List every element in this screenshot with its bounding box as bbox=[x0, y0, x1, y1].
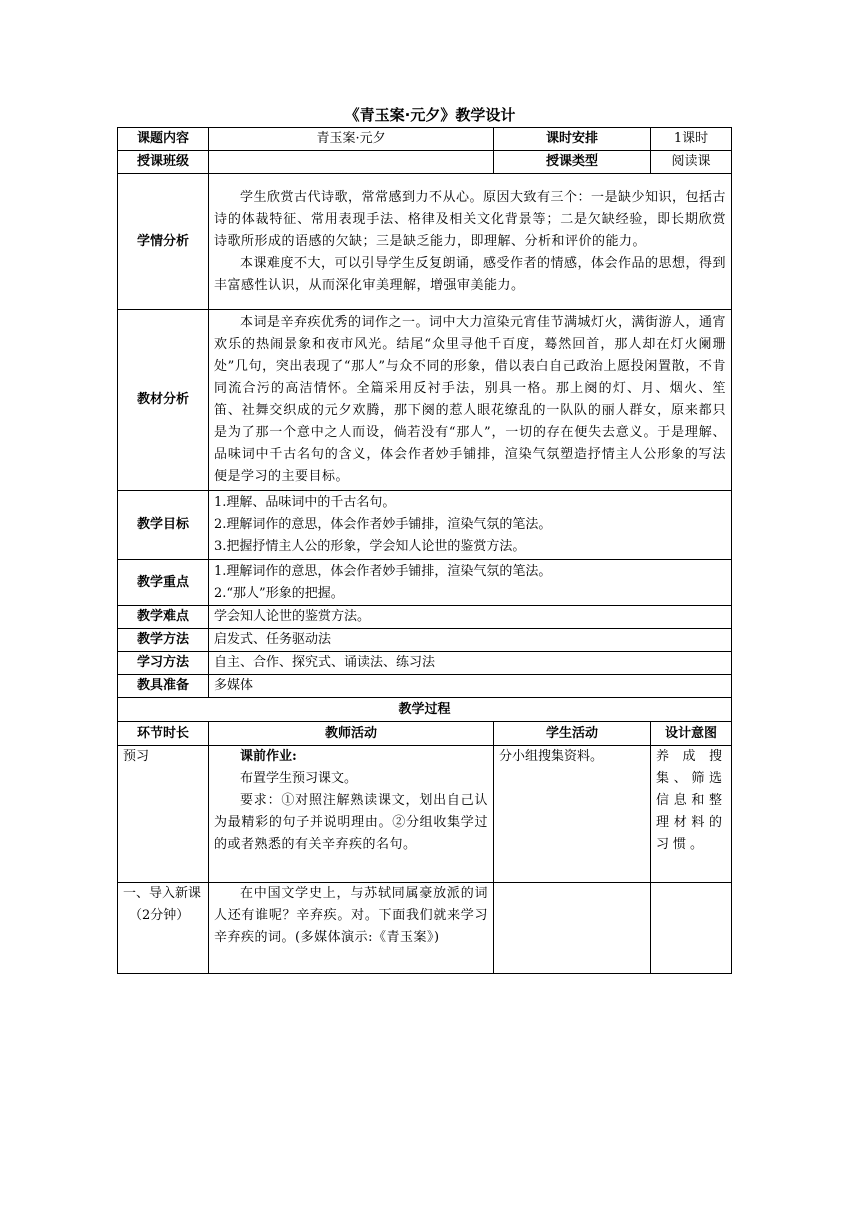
key-point-item: 2.“那人”形象的把握。 bbox=[214, 585, 344, 601]
topic-label: 课题内容 bbox=[118, 128, 209, 151]
intro-stage-duration: （2分钟） bbox=[129, 908, 190, 923]
intro-stage-title: 一、导入新课 bbox=[123, 886, 202, 901]
preview-teacher-activity bbox=[209, 746, 494, 883]
hours-value: 1课时 bbox=[651, 128, 732, 151]
student-analysis-content bbox=[209, 174, 732, 310]
intro-teacher-text: 在中国文学史上，与苏轼同属豪放派的词人还有谁呢？辛弃疾。对。下面我们就来学习辛弃疾的词。(多媒体演示:《青玉案》) bbox=[214, 886, 489, 945]
preview-student-activity: 分小组搜集资料。 bbox=[494, 746, 651, 883]
preview-teacher-line: 要求：①对照注解熟读课文，划出自己认为最精彩的句子并说明理由。②分组收集学过的或者熟悉的有关辛弃疾的名句。 bbox=[214, 793, 489, 852]
key-points-content bbox=[209, 560, 732, 606]
class-label: 授课班级 bbox=[118, 151, 209, 174]
column-header-purpose: 设计意图 bbox=[651, 722, 732, 746]
difficulty-value: 学会知人论世的鉴赏方法。 bbox=[209, 606, 732, 629]
lesson-plan-table bbox=[117, 127, 732, 974]
difficulty-label: 教学难点 bbox=[118, 606, 209, 629]
goal-item: 1.理解、品味词中的千古名句。 bbox=[214, 495, 396, 510]
goals-content bbox=[209, 491, 732, 560]
topic-row bbox=[118, 128, 732, 151]
learn-method-row bbox=[118, 652, 732, 675]
hours-label: 课时安排 bbox=[494, 128, 651, 151]
column-header-stage: 环节时长 bbox=[118, 722, 209, 746]
intro-purpose bbox=[651, 883, 732, 974]
process-columns-row bbox=[118, 722, 732, 746]
teach-method-label: 教学方法 bbox=[118, 629, 209, 652]
process-header-row bbox=[118, 698, 732, 722]
learn-method-value: 自主、合作、探究式、诵读法、练习法 bbox=[209, 652, 732, 675]
column-header-student: 学生活动 bbox=[494, 722, 651, 746]
intro-student-activity bbox=[494, 883, 651, 974]
class-value bbox=[209, 151, 494, 174]
process-header: 教学过程 bbox=[118, 698, 732, 722]
material-analysis-content bbox=[209, 310, 732, 491]
column-header-teacher: 教师活动 bbox=[209, 722, 494, 746]
key-point-item: 1.理解词作的意思，体会作者妙手铺排，渲染气氛的笔法。 bbox=[214, 563, 552, 579]
preview-teacher-heading: 课前作业: bbox=[240, 749, 297, 764]
student-analysis-paragraph: 本课难度不大，可以引导学生反复朗诵，感受作者的情感，体会作品的思想，得到丰富感性认识，从而深化审美理解，增强审美能力。 bbox=[214, 255, 727, 293]
preview-stage: 预习 bbox=[118, 746, 209, 883]
material-analysis-text: 本词是辛弃疾优秀的词作之一。词中大力渲染元宵佳节满城灯火，满街游人，通宵欢乐的热闹景象和夜市风光。结尾“众里寻他千百度，蓦然回首，那人却在灯火阑珊处”几句，突出表现了“那人”与众不同的形象，借以表白自己政治上愿投闲置散，不肯同流合污的高洁情怀。全篇采用反衬手法，别具一格。那上阕的灯、月、烟火、笙笛、社舞交织成的元夕欢腾，那下阕的惹人眼花缭乱的一队队的丽人群女，原来都只是为了那一个意中之人而设，倘若没有“那人”，一切的存在便失去意义。于是理解、品味词中千古名句的含义，体会作者妙手铺排，渲染气氛塑造抒情主人公形象的写法便是学习的主要目标。 bbox=[214, 315, 727, 484]
tools-row bbox=[118, 675, 732, 698]
key-points-row bbox=[118, 560, 732, 606]
material-analysis-label: 教材分析 bbox=[118, 310, 209, 491]
preview-teacher-line: 布置学生预习课文。 bbox=[240, 771, 358, 786]
goals-label: 教学目标 bbox=[118, 491, 209, 560]
learn-method-label: 学习方法 bbox=[118, 652, 209, 675]
document-title: 《青玉案·元夕》教学设计 bbox=[344, 106, 516, 124]
key-points-label: 教学重点 bbox=[118, 560, 209, 606]
student-analysis-label: 学情分析 bbox=[118, 174, 209, 310]
class-row bbox=[118, 151, 732, 174]
tools-label: 教具准备 bbox=[118, 675, 209, 698]
preview-row bbox=[118, 746, 732, 883]
preview-purpose: 养成搜集、筛选信息和整理材料的习惯。 bbox=[651, 746, 732, 883]
type-label: 授课类型 bbox=[494, 151, 651, 174]
intro-stage bbox=[118, 883, 209, 974]
intro-row bbox=[118, 883, 732, 974]
student-analysis-paragraph: 学生欣赏古代诗歌，常常感到力不从心。原因大致有三个：一是缺少知识，包括古诗的体裁特征、常用表现手法、格律及相关文化背景等；二是欠缺经验，即长期欣赏诗歌所形成的语感的欠缺；三是缺乏能力，即理解、分析和评价的能力。 bbox=[214, 189, 727, 249]
teach-method-row bbox=[118, 629, 732, 652]
type-value: 阅读课 bbox=[651, 151, 732, 174]
goal-item: 3.把握抒情主人公的形象，学会知人论世的鉴赏方法。 bbox=[214, 539, 526, 554]
material-analysis-row bbox=[118, 310, 732, 491]
goal-item: 2.理解词作的意思，体会作者妙手铺排，渲染气氛的笔法。 bbox=[214, 517, 552, 532]
difficulty-row bbox=[118, 606, 732, 629]
intro-teacher-activity bbox=[209, 883, 494, 974]
goals-row bbox=[118, 491, 732, 560]
tools-value: 多媒体 bbox=[209, 675, 732, 698]
topic-value: 青玉案·元夕 bbox=[209, 128, 494, 151]
student-analysis-row bbox=[118, 174, 732, 310]
teach-method-value: 启发式、任务驱动法 bbox=[209, 629, 732, 652]
